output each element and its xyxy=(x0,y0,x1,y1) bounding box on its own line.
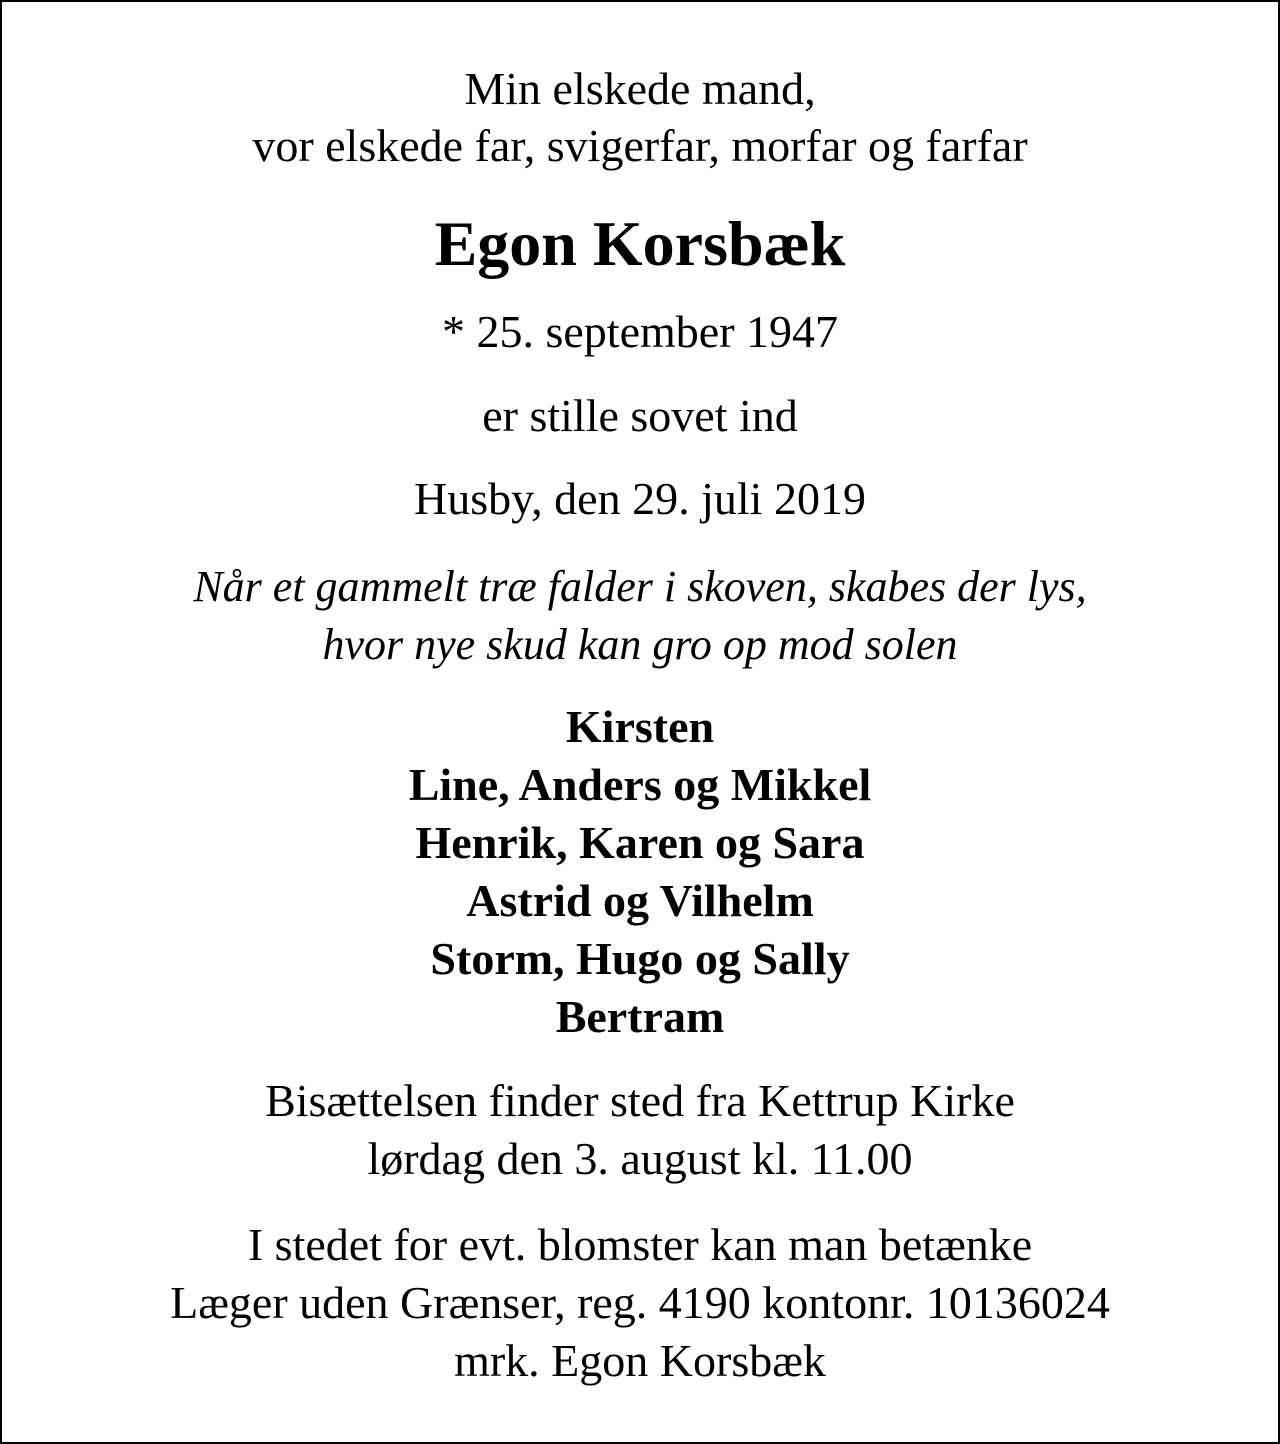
family-line: Storm, Hugo og Sally xyxy=(430,933,850,984)
deceased-name: Egon Korsbæk xyxy=(434,208,846,279)
memorial-verse xyxy=(2,558,1278,674)
family-line: Line, Anders og Mikkel xyxy=(408,759,872,810)
verse-line: Når et gammelt træ falder i skoven, skabes der lys, xyxy=(193,562,1087,611)
passed-text: er stille sovet ind xyxy=(482,390,798,441)
funeral-details xyxy=(2,1072,1278,1188)
funeral-line: Bisættelsen finder sted fra Kettrup Kirke xyxy=(265,1075,1015,1126)
place-and-date: Husby, den 29. juli 2019 xyxy=(414,473,866,524)
family-line: Henrik, Karen og Sara xyxy=(415,817,865,868)
family-line: Bertram xyxy=(555,991,725,1042)
donation-line: Læger uden Grænser, reg. 4190 kontonr. 10136024 xyxy=(170,1277,1110,1328)
intro-line: vor elskede far, svigerfar, morfar og farfar xyxy=(252,120,1028,171)
donation-line: I stedet for evt. blomster kan man betænke xyxy=(247,1219,1033,1270)
donation-details xyxy=(2,1216,1278,1390)
family-line: Kirsten xyxy=(565,701,715,752)
family-signatures xyxy=(2,698,1278,1046)
donation-line: mrk. Egon Korsbæk xyxy=(454,1335,826,1386)
intro-text xyxy=(2,60,1278,174)
funeral-line: lørdag den 3. august kl. 11.00 xyxy=(367,1133,913,1184)
intro-line: Min elskede mand, xyxy=(464,63,816,114)
family-line: Astrid og Vilhelm xyxy=(466,875,814,926)
verse-line: hvor nye skud kan gro op mod solen xyxy=(322,620,958,669)
birth-date: * 25. september 1947 xyxy=(441,306,839,357)
